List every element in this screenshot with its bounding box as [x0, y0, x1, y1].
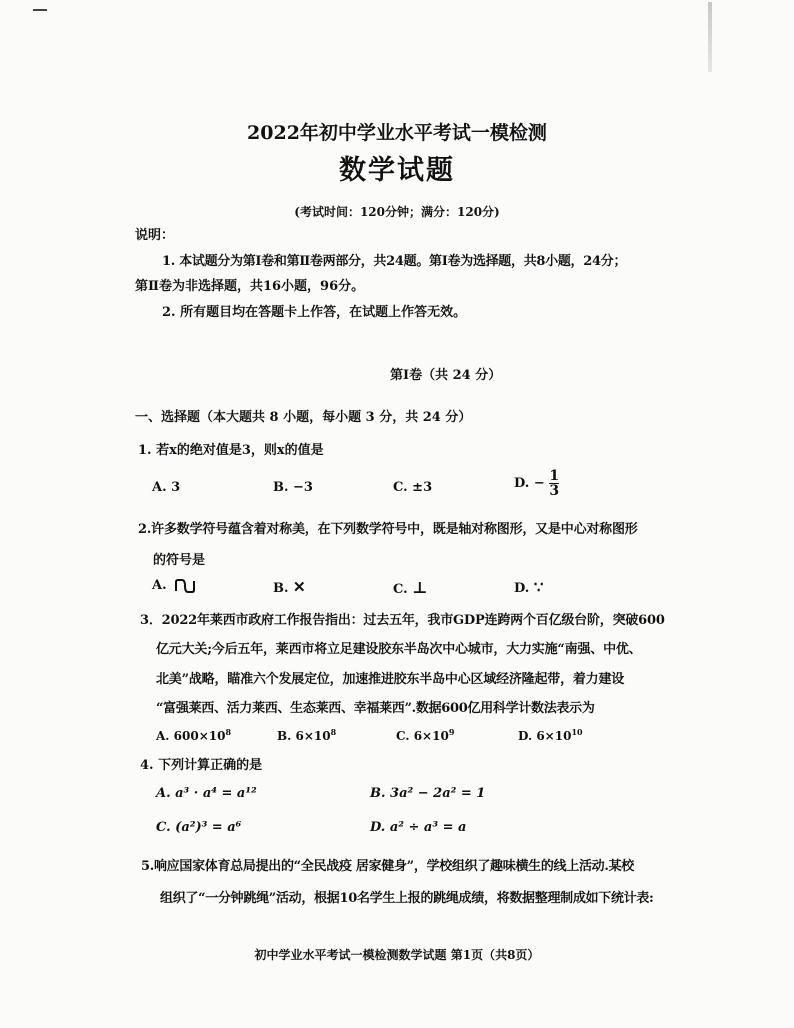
q1-option-b: B. −3: [273, 480, 313, 495]
because-symbol-icon: ∵: [533, 578, 544, 596]
notes-line-2: 2. 所有题目均在答题卡上作答，在试题上作答无效。: [162, 305, 467, 320]
q3-line3: 北美”战略，瞄准六个发展定位，加速推进胶东半岛中心区域经济隆起带，着力建设: [156, 672, 625, 687]
q1-option-d-label: D. −: [514, 476, 545, 491]
q3-option-d: [518, 727, 583, 743]
q3-option-d-base: D. 6×10: [518, 729, 572, 743]
q2-option-d-label: D.: [514, 581, 530, 596]
notes-line-1b: 第Ⅱ卷为非选择题，共16小题，96分。: [135, 279, 365, 294]
q3-option-b-base: B. 6×10: [277, 729, 331, 743]
q2-option-d: [514, 578, 543, 596]
q1-option-d: [514, 469, 559, 498]
q3-option-a-exponent: 8: [225, 727, 232, 737]
q4-option-b: B. 3a² − 2a² = 1: [370, 786, 486, 801]
fraction-denominator: 3: [549, 483, 560, 499]
exam-title: 2022年初中学业水平考试一模检测: [247, 122, 547, 144]
q3-line1: 3．2022年莱西市政府工作报告指出：过去五年，我市GDP连跨两个百亿级台阶，突破600: [140, 613, 665, 628]
cross-symbol-icon: ✕: [293, 578, 306, 596]
q3-option-a: [156, 727, 231, 743]
notes-heading: 说明：: [135, 228, 175, 243]
q2-option-c: [393, 578, 428, 597]
q4-option-c: C. (a²)³ = a⁶: [156, 820, 242, 835]
q2-option-b-label: B.: [273, 581, 289, 596]
q4-stem: 4. 下列计算正确的是: [140, 758, 263, 773]
q2-option-b: [273, 578, 306, 596]
notes-line-1a: 1. 本试题分为第Ⅰ卷和第Ⅱ卷两部分，共24题。第Ⅰ卷为选择题，共8小题，24分；: [162, 254, 627, 269]
q4-option-a: A. a³ · a⁴ = a¹²: [156, 786, 257, 801]
q3-option-a-base: A. 600×10: [156, 729, 226, 743]
q1-option-a: A. 3: [152, 480, 181, 495]
fraction-numerator: 1: [549, 468, 560, 484]
section-heading: 一、选择题（本大题共 8 小题，每小题 3 分，共 24 分）: [135, 410, 472, 425]
exam-info: (考试时间：120分钟；满分：120分): [294, 205, 500, 219]
q5-line1: 5.响应国家体育总局提出的“全民战疫 居家健身”，学校组织了趣味横生的线上活动.某校: [141, 859, 634, 874]
page-footer: 初中学业水平考试一模检测数学试题 第1页（共8页）: [254, 948, 540, 962]
q3-option-c-base: C. 6×10: [396, 729, 449, 743]
q3-option-b: [277, 727, 336, 743]
q3-option-c: [396, 727, 454, 743]
q3-option-b-exponent: 8: [330, 727, 337, 737]
q3-option-d-exponent: 10: [571, 727, 583, 737]
q1-stem: 1. 若x的绝对值是3，则x的值是: [138, 443, 324, 458]
q3-option-c-exponent: 9: [448, 727, 455, 737]
q2-option-a-label: A.: [152, 578, 167, 593]
s-loop-symbol-icon: [174, 579, 196, 593]
q2-stem-line2: 的符号是: [153, 553, 206, 568]
q5-line2: 组织了“一分钟跳绳”活动，根据10名学生上报的跳绳成绩，将数据整理制成如下统计表:: [160, 891, 654, 906]
q2-option-c-label: C.: [393, 582, 408, 597]
q3-line4: “富强莱西、活力莱西、生态莱西、幸福莱西”.数据600亿用科学计数法表示为: [156, 701, 595, 716]
scan-dash-mark: [33, 9, 47, 11]
perpendicular-symbol-icon: ⊥: [412, 578, 428, 597]
part1-heading: 第Ⅰ卷（共 24 分）: [390, 368, 502, 383]
q3-line2: 亿元大关;今后五年，莱西市将立足建设胶东半岛次中心城市，大力实施“南强、中优、: [156, 642, 642, 657]
q1-option-d-fraction: [549, 469, 559, 498]
q2-option-a: [152, 578, 196, 593]
q2-stem-line1: 2.许多数学符号蕴含着对称美，在下列数学符号中，既是轴对称图形，又是中心对称图形: [138, 522, 638, 537]
subject-title: 数学试题: [339, 155, 455, 186]
q4-option-d: D. a² ÷ a³ = a: [370, 820, 467, 835]
scan-edge-mark: [708, 2, 712, 72]
q1-option-c: C. ±3: [393, 480, 433, 495]
